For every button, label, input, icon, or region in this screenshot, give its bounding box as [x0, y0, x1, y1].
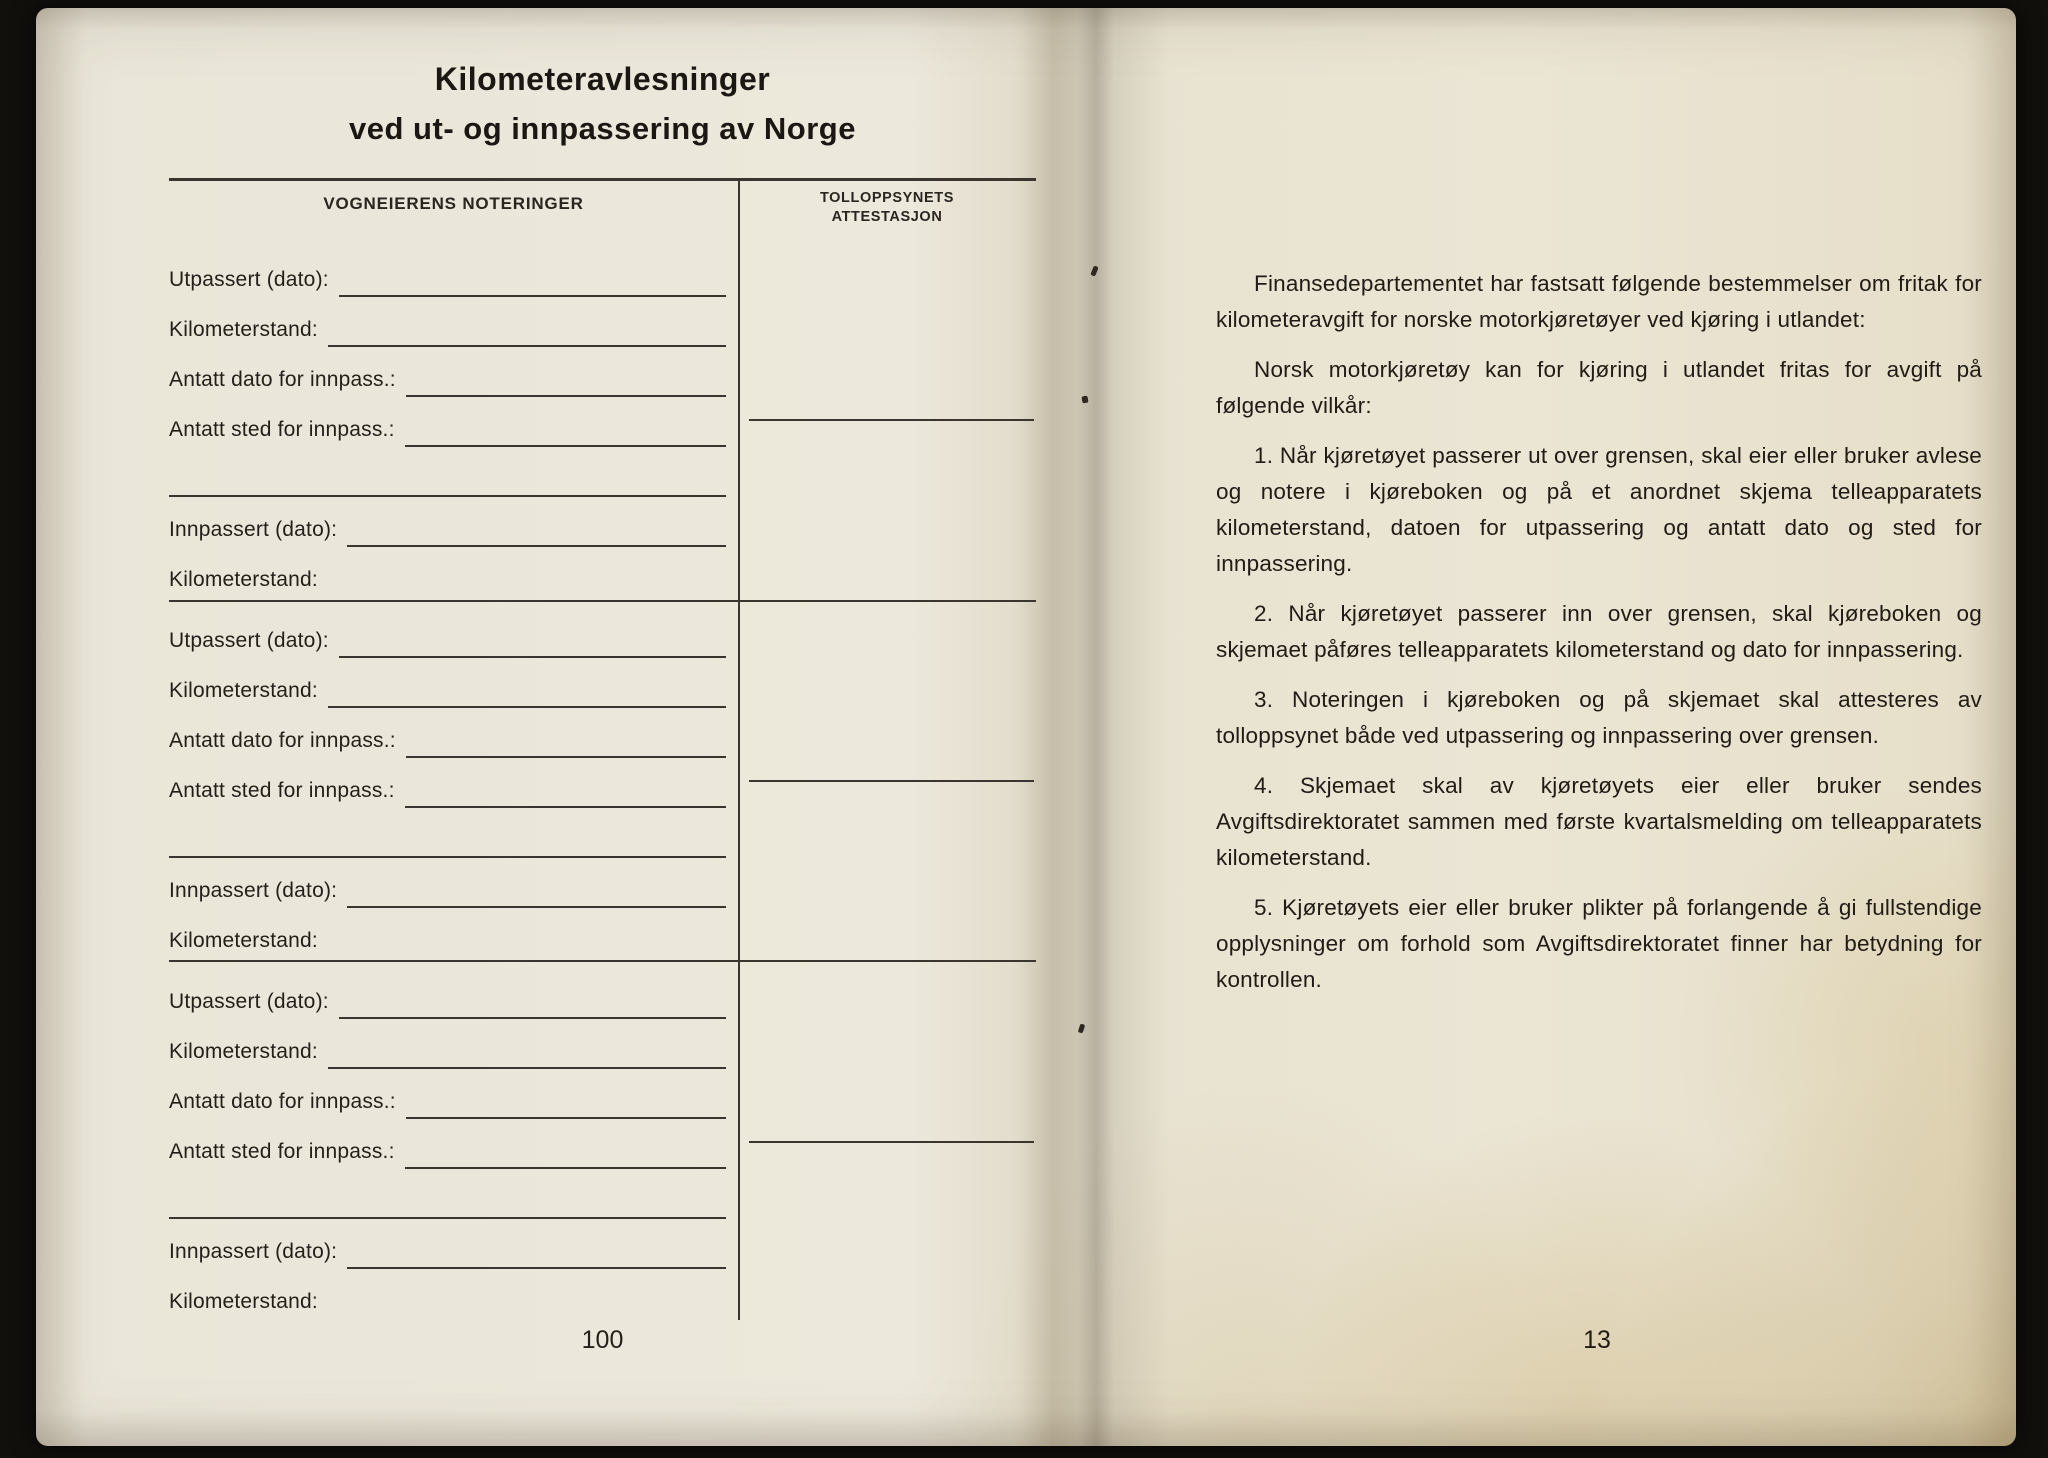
form-row [169, 297, 726, 347]
fill-in-line [169, 495, 726, 497]
field-label: Antatt sted for innpass.: [169, 1140, 395, 1163]
fill-in-line [347, 906, 726, 908]
form-row [169, 397, 726, 447]
form-row [169, 658, 726, 708]
form-title [169, 54, 1036, 153]
ink-speck [1081, 396, 1088, 404]
form-row [169, 1019, 726, 1069]
field-label: Antatt dato for innpass.: [169, 1090, 396, 1113]
form-row [169, 969, 726, 1019]
fill-in-line [405, 806, 726, 808]
regulations-paragraph: Norsk motorkjøretøy kan for kjøring i utlandet fritas for avgift på følgende vilkår: [1216, 357, 1982, 418]
column-divider [738, 178, 740, 1320]
field-label: Innpassert (dato): [169, 879, 338, 902]
form-block [169, 608, 726, 958]
field-label: Innpassert (dato): [169, 1240, 338, 1263]
regulations-paragraph: 3. Noteringen i kjøreboken og på skjemaet skal attesteres av tolloppsynet både ved utpassering og innpassering over grensen. [1216, 687, 1982, 748]
field-label: Antatt dato for innpass.: [169, 729, 396, 752]
form-row [169, 1069, 726, 1119]
form-row [169, 908, 726, 958]
fill-in-line [169, 1217, 726, 1219]
fill-in-line [405, 445, 726, 447]
fill-in-line [339, 1017, 726, 1019]
form-row [169, 758, 726, 808]
field-label: Innpassert (dato): [169, 518, 338, 541]
regulations-text [1216, 266, 1982, 1012]
field-label: Utpassert (dato): [169, 990, 329, 1013]
field-label: Kilometerstand: [169, 568, 318, 591]
ink-speck [1090, 265, 1098, 276]
form-row [169, 247, 726, 297]
form-title-line1: Kilometeravlesninger [434, 61, 771, 97]
fill-in-line [169, 856, 726, 858]
form-table [169, 178, 1036, 1358]
field-label: Kilometerstand: [169, 1290, 318, 1313]
column-header-customs-attestation [738, 189, 1036, 227]
fill-in-line [328, 345, 726, 347]
form-row [169, 708, 726, 758]
paper-spread [36, 8, 2016, 1446]
fill-in-line [406, 395, 726, 397]
fill-in-line [339, 295, 726, 297]
fill-in-line [406, 1117, 726, 1119]
form-row [169, 808, 726, 858]
field-label: Kilometerstand: [169, 679, 318, 702]
attestation-line [749, 419, 1034, 421]
fill-in-line [339, 656, 726, 658]
right-page-number: 13 [1583, 1326, 1611, 1354]
field-label: Antatt sted for innpass.: [169, 779, 395, 802]
form-row [169, 1119, 726, 1169]
field-label: Antatt dato for innpass.: [169, 368, 396, 391]
form-blocks [169, 178, 726, 1358]
regulations-paragraph: 2. Når kjøretøyet passerer inn over grensen, skal kjøreboken og skjemaet påføres telleapparatets kilometerstand og dato for innpassering. [1216, 601, 1982, 662]
page-fold-shadow [1021, 8, 1171, 1446]
fill-in-line [406, 756, 726, 758]
form-block [169, 969, 726, 1319]
form-row [169, 347, 726, 397]
form-row [169, 1269, 726, 1319]
regulations-paragraph: Finansedepartementet har fastsatt følgende bestemmelser om fritak for kilometeravgift for norske motorkjøretøyer ved kjøring i utlandet: [1216, 271, 1982, 332]
form-row [169, 497, 726, 547]
fill-in-line [328, 706, 726, 708]
ink-speck [1078, 1023, 1086, 1033]
form-row [169, 858, 726, 908]
field-label: Kilometerstand: [169, 1040, 318, 1063]
column-header-customs-line2: ATTESTASJON [831, 209, 943, 225]
fill-in-line [328, 1067, 726, 1069]
attestation-line [749, 780, 1034, 782]
field-label: Utpassert (dato): [169, 629, 329, 652]
fill-in-line [347, 545, 726, 547]
column-header-customs-line1: TOLLOPPSYNETS [819, 190, 955, 206]
form-row [169, 608, 726, 658]
regulations-paragraph: 4. Skjemaet skal av kjøretøyets eier eller bruker sendes Avgiftsdirektoratet sammen med første kvartalsmelding om telleapparatets kilometerstand. [1216, 773, 1982, 870]
form-row [169, 447, 726, 497]
fill-in-line [405, 1167, 726, 1169]
form-title-line2: ved ut- og innpassering av Norge [349, 111, 856, 146]
regulations-paragraph: 5. Kjøretøyets eier eller bruker plikter på forlangende å gi fullstendige opplysninger om forhold som Avgiftsdirektoratet finner har betydning for kontrollen. [1216, 895, 1982, 992]
field-label: Kilometerstand: [169, 318, 318, 341]
regulations-paragraph: 1. Når kjøretøyet passerer ut over grensen, skal eier eller bruker avlese og notere i kjøreboken og på et anordnet skjema telleapparatets kilometerstand, datoen for utpassering og antatt dato og sted for innpassering. [1216, 443, 1982, 576]
field-label: Antatt sted for innpass.: [169, 418, 395, 441]
form-row [169, 1219, 726, 1269]
form-row [169, 1169, 726, 1219]
attestation-line [749, 1141, 1034, 1143]
column-header-owner-notes: VOGNEIERENS NOTERINGER [323, 194, 584, 213]
field-label: Kilometerstand: [169, 929, 318, 952]
fill-in-line [347, 1267, 726, 1269]
left-page-number: 100 [581, 1326, 624, 1354]
field-label: Utpassert (dato): [169, 268, 329, 291]
form-row [169, 547, 726, 597]
form-block [169, 247, 726, 597]
